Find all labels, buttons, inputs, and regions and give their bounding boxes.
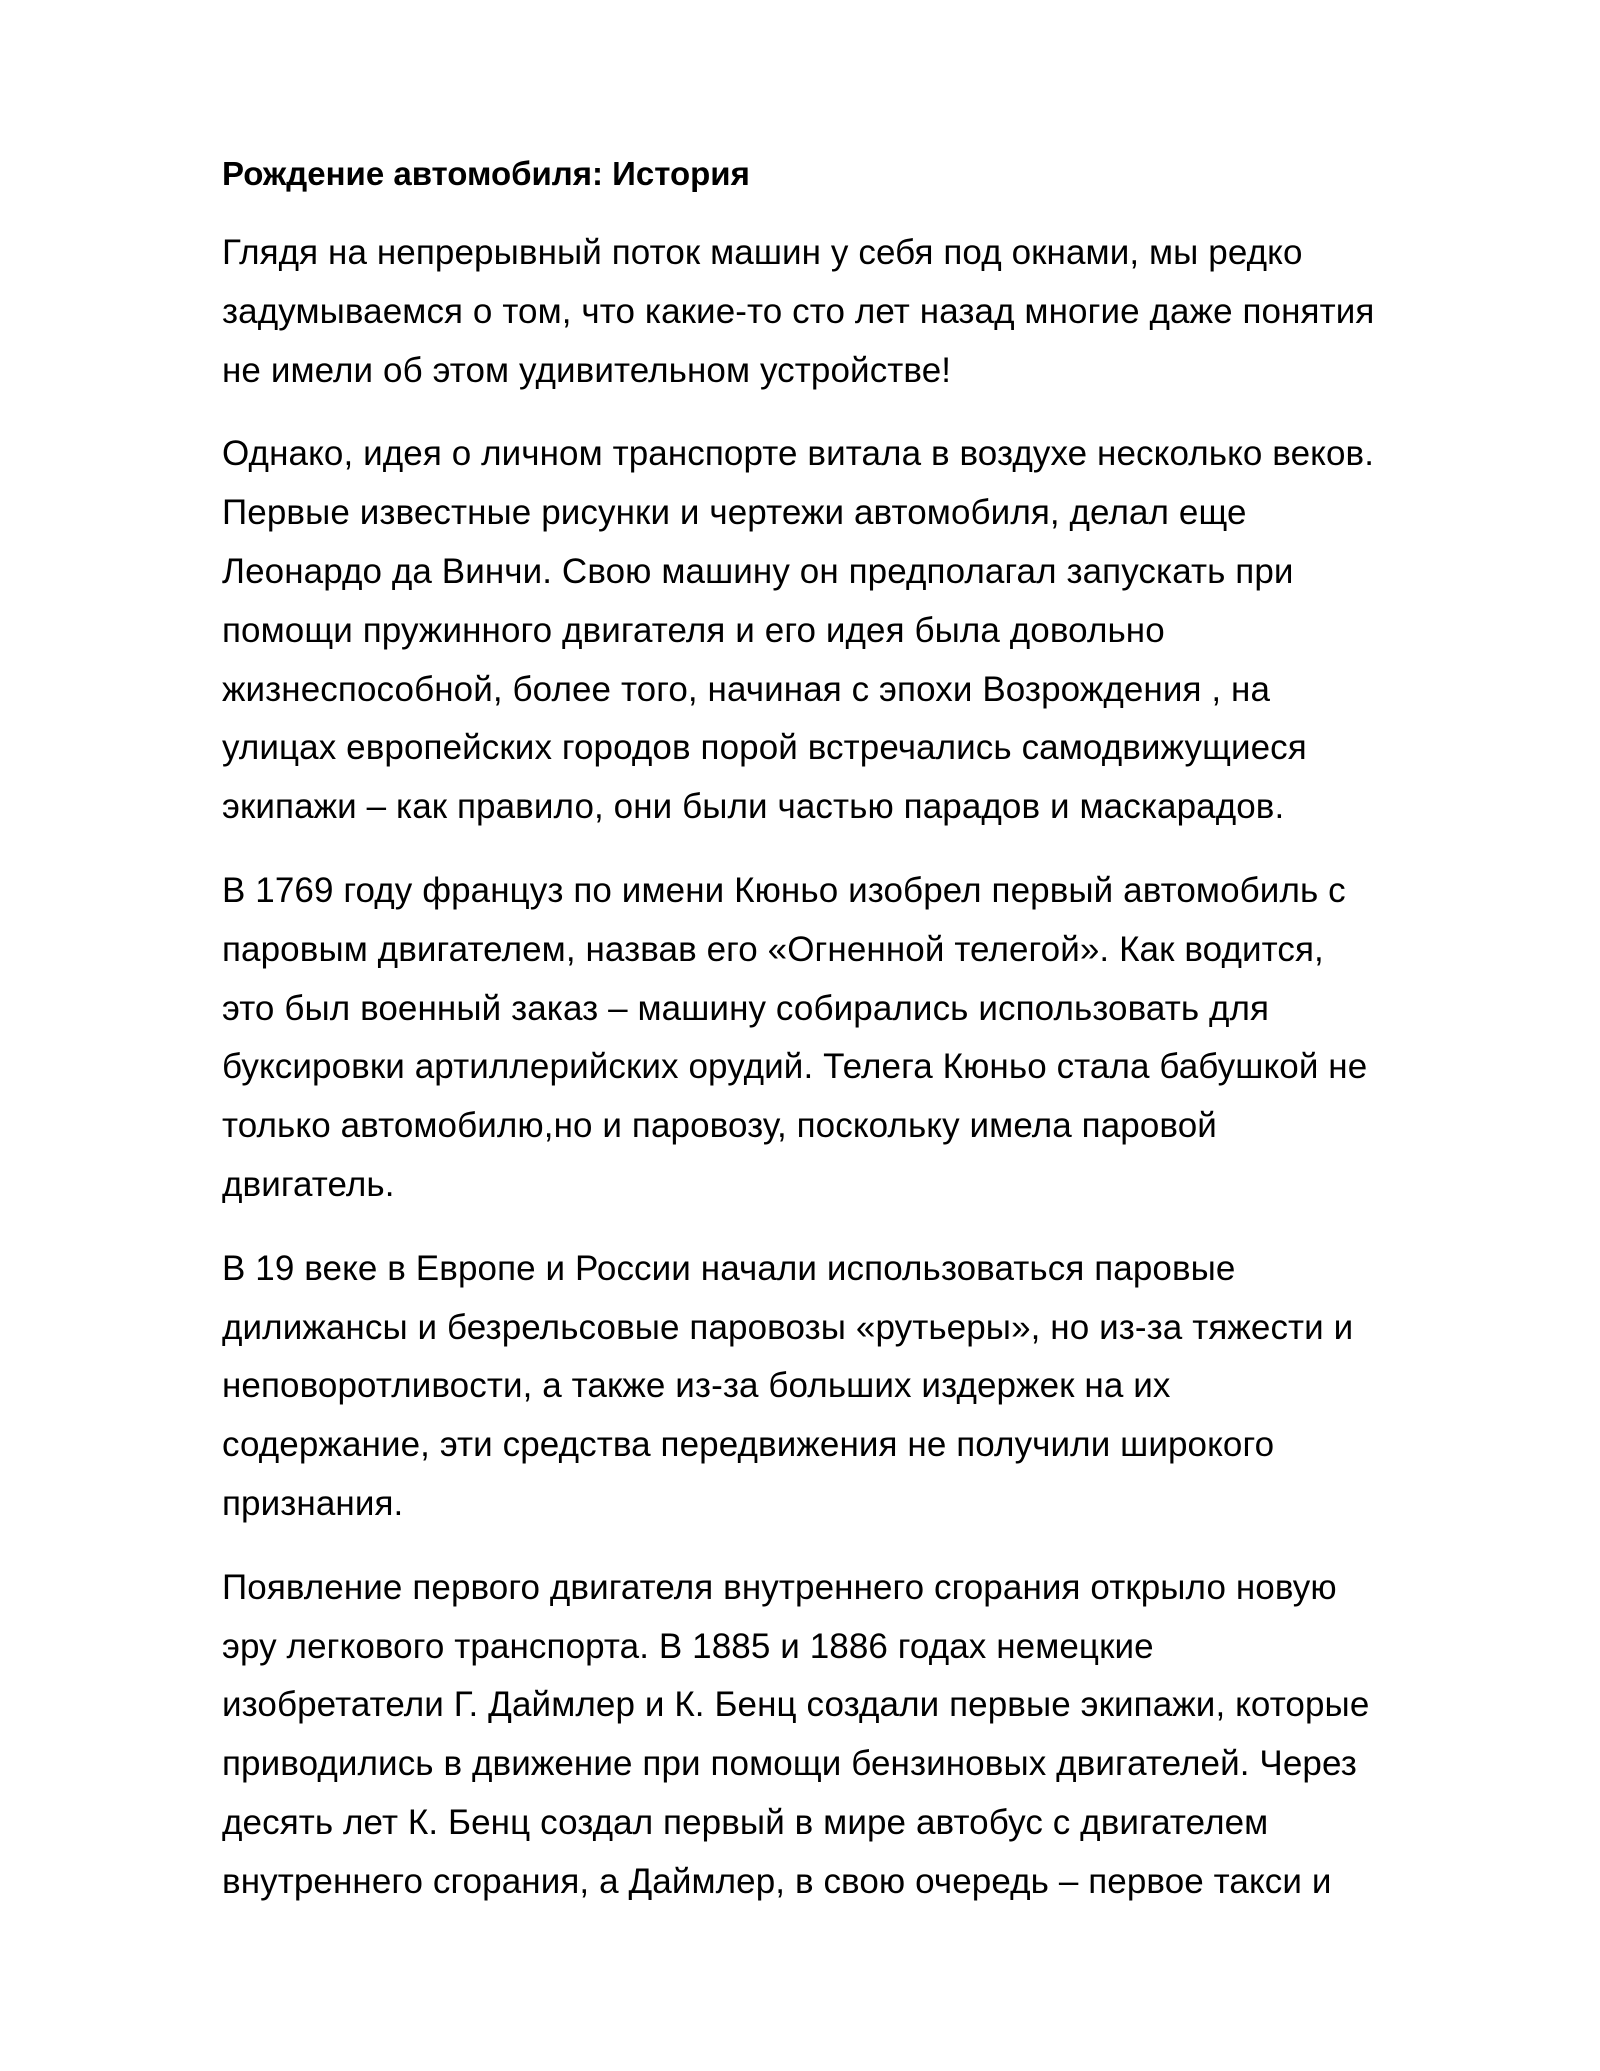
text-line: Глядя на непрерывный поток машин у себя под окнами, мы редко	[222, 233, 1303, 272]
text-line: внутреннего сгорания, а Даймлер, в свою очередь – первое такси и	[222, 1861, 1332, 1901]
text-line: буксировки артиллерийских орудий. Телега Кюньо стала бабушкой не	[222, 1047, 1368, 1087]
text-line: неповоротливости, а также из-за больших издержек на их	[222, 1366, 1171, 1406]
paragraph-intro	[222, 224, 1492, 400]
text-line: экипажи – как правило, они были частью парадов и маскарадов.	[222, 787, 1285, 827]
text-line: Появление первого двигателя внутреннего сгорания открыло новую	[222, 1567, 1337, 1607]
text-line: жизнеспособной, более того, начиная с эпохи Возрождения , на	[222, 669, 1271, 709]
paragraph-cugnot	[222, 862, 1492, 1215]
document-body	[222, 148, 1492, 1937]
text-line: содержание, эти средства передвижения не получили широкого	[222, 1425, 1275, 1465]
paragraph-19th-century	[222, 1240, 1492, 1534]
paragraph-combustion-engine	[222, 1559, 1492, 1912]
text-line: дилижансы и безрельсовые паровозы «рутьеры», но из-за тяжести и	[222, 1307, 1354, 1347]
text-line: В 19 веке в Европе и России начали использоваться паровые	[222, 1248, 1236, 1288]
text-line: это был военный заказ – машину собирались использовать для	[222, 988, 1270, 1028]
document-title: Рождение автомобиля: История	[222, 155, 750, 192]
text-line: только автомобилю,но и паровозу, поскольку имела паровой	[222, 1106, 1217, 1146]
text-line: десять лет К. Бенц создал первый в мире автобус с двигателем	[222, 1802, 1269, 1842]
paragraph-leonardo	[222, 425, 1492, 837]
text-line: эру легкового транспорта. В 1885 и 1886 годах немецкие	[222, 1626, 1154, 1666]
text-line: Однако, идея о личном транспорте витала в воздухе несколько веков.	[222, 434, 1375, 474]
text-line: приводились в движение при помощи бензиновых двигателей. Через	[222, 1744, 1357, 1784]
text-line: помощи пружинного двигателя и его идея была довольно	[222, 610, 1165, 650]
text-line: Первые известные рисунки и чертежи автомобиля, делал еще	[222, 493, 1247, 533]
text-line: признания.	[222, 1483, 404, 1523]
text-line: В 1769 году француз по имени Кюньо изобрел первый автомобиль с	[222, 870, 1346, 910]
text-line: задумываемся о том, что какие-то сто лет назад многие даже понятия	[222, 291, 1375, 331]
text-line: двигатель.	[222, 1164, 395, 1204]
text-line: не имели об этом удивительном устройстве!	[222, 350, 952, 390]
text-line: паровым двигателем, назвав его «Огненной телегой». Как водится,	[222, 929, 1324, 969]
text-line: Леонардо да Винчи. Свою машину он предполагал запускать при	[222, 551, 1294, 591]
text-line: изобретатели Г. Даймлер и К. Бенц создали первые экипажи, которые	[222, 1685, 1370, 1725]
text-line: улицах европейских городов порой встречались самодвижущиеся	[222, 728, 1307, 768]
